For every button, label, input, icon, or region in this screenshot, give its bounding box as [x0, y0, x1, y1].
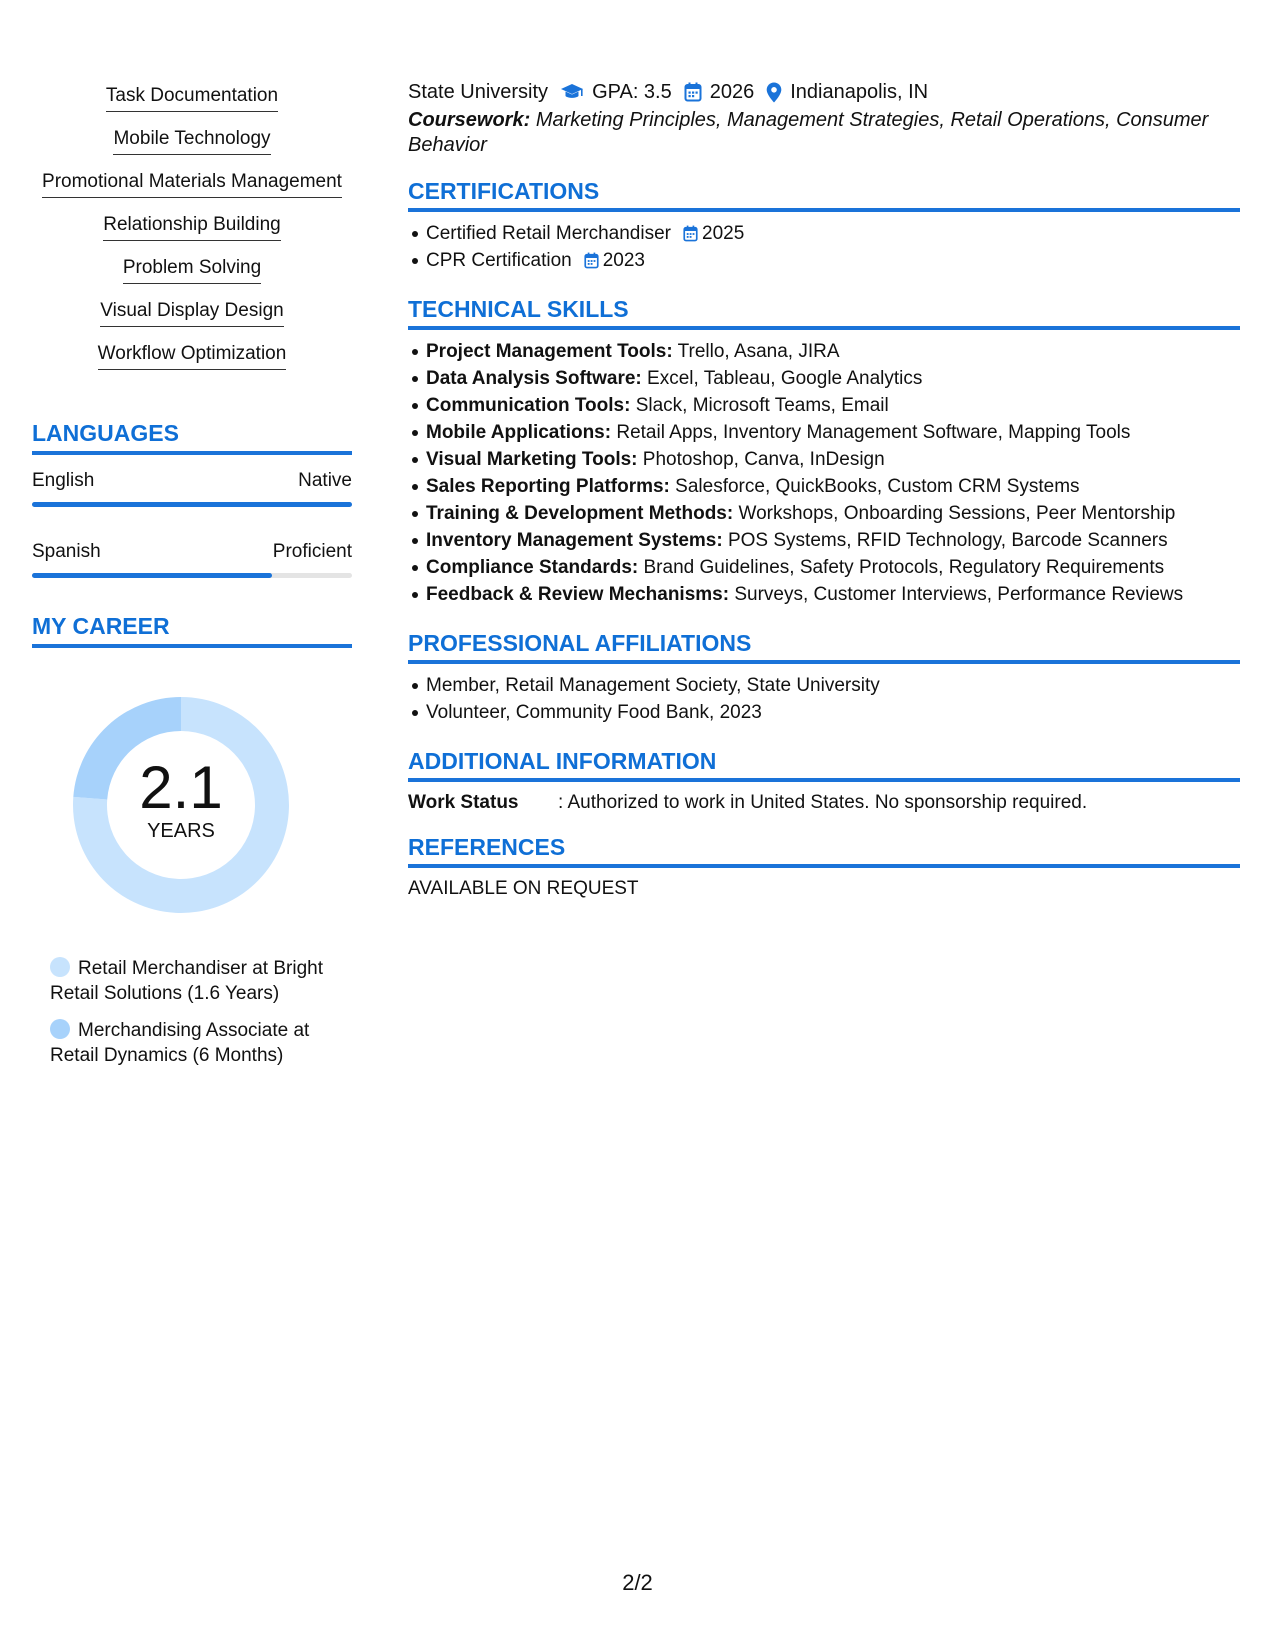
technical-skill-label: Project Management Tools: — [426, 341, 673, 362]
technical-skill-label: Data Analysis Software: — [426, 368, 642, 389]
career-legend-item — [50, 1018, 340, 1068]
school-name: State University — [408, 81, 549, 103]
career-legend — [50, 956, 340, 1068]
work-status-value: : Authorized to work in United States. No sponsorship required. — [558, 792, 1088, 813]
affiliations-heading: PROFESSIONAL AFFILIATIONS — [408, 628, 1240, 664]
coursework — [408, 108, 1240, 158]
language-proficiency-bar — [32, 502, 352, 507]
career-total-years: 2.1 — [139, 754, 223, 821]
language-name: Spanish — [32, 541, 101, 562]
career-heading: MY CAREER — [32, 611, 352, 648]
technical-skill-item — [426, 581, 1240, 608]
references-text: AVAILABLE ON REQUEST — [408, 878, 639, 899]
technical-skill-item — [426, 419, 1240, 446]
language-name: English — [32, 470, 95, 491]
affiliations-list — [408, 672, 1240, 726]
technical-skill-item — [426, 446, 1240, 473]
technical-skill-value: Retail Apps, Inventory Management Software, Mapping Tools — [616, 422, 1131, 443]
legend-dot — [50, 1019, 70, 1039]
coursework-text: Marketing Principles, Management Strategies, Retail Operations, Consumer Behavior — [408, 109, 1209, 156]
technical-skill-value: POS Systems, RFID Technology, Barcode Scanners — [727, 530, 1168, 551]
technical-skill-label: Sales Reporting Platforms: — [426, 476, 670, 497]
education-line — [408, 78, 1240, 106]
technical-skill-label: Feedback & Review Mechanisms: — [426, 584, 730, 605]
career-total-unit: YEARS — [147, 820, 215, 842]
skill-item: Problem Solving — [123, 256, 261, 284]
technical-skill-value: Salesforce, QuickBooks, Custom CRM Systems — [675, 476, 1080, 497]
certifications-list — [408, 220, 1240, 274]
technical-skill-item — [426, 392, 1240, 419]
language-proficiency-fill — [32, 573, 272, 578]
calendar-icon — [683, 225, 698, 242]
technical-skill-value: Brand Guidelines, Safety Protocols, Regulatory Requirements — [643, 557, 1165, 578]
career-legend-label: Retail Merchandiser at Bright Retail Solutions (1.6 Years) — [50, 958, 323, 1004]
technical-skill-value: Trello, Asana, JIRA — [677, 341, 840, 362]
technical-skill-item — [426, 527, 1240, 554]
certification-year: 2023 — [602, 250, 645, 271]
technical-skill-item — [426, 338, 1240, 365]
certification-name: CPR Certification — [426, 250, 572, 271]
technical-skill-item — [426, 500, 1240, 527]
skill-item: Relationship Building — [103, 213, 280, 241]
legend-dot — [50, 957, 70, 977]
technical-skill-value: Excel, Tableau, Google Analytics — [647, 368, 923, 389]
language-proficiency-bar — [32, 573, 352, 578]
skill-item: Workflow Optimization — [98, 342, 287, 370]
career-legend-item — [50, 956, 340, 1006]
career-legend-label: Merchandising Associate at Retail Dynamics (6 Months) — [50, 1020, 310, 1066]
technical-skill-item — [426, 365, 1240, 392]
affiliation-item: Member, Retail Management Society, State University — [426, 672, 1240, 699]
right-column — [408, 78, 1240, 902]
references-heading: REFERENCES — [408, 832, 1240, 868]
certification-item — [426, 220, 1240, 247]
languages-section — [32, 469, 352, 578]
technical-skill-label: Training & Development Methods: — [426, 503, 734, 524]
technical-skill-value: Workshops, Onboarding Sessions, Peer Mentorship — [738, 503, 1176, 524]
calendar-icon — [584, 252, 599, 269]
language-level: Native — [298, 470, 352, 491]
location: Indianapolis, IN — [790, 81, 929, 103]
language-row — [32, 469, 352, 493]
graduation-cap-icon — [560, 82, 584, 102]
additional-info-heading: ADDITIONAL INFORMATION — [408, 746, 1240, 782]
technical-skill-label: Communication Tools: — [426, 395, 631, 416]
skill-item: Mobile Technology — [113, 127, 270, 155]
skill-item: Task Documentation — [106, 84, 278, 112]
technical-skill-item — [426, 473, 1240, 500]
certifications-heading: CERTIFICATIONS — [408, 176, 1240, 212]
language-proficiency-fill — [32, 502, 352, 507]
work-status-row — [408, 790, 1240, 816]
certification-item — [426, 247, 1240, 274]
technical-skill-value: Photoshop, Canva, InDesign — [642, 449, 885, 470]
technical-skill-value: Surveys, Customer Interviews, Performance Reviews — [734, 584, 1184, 605]
technical-skill-value: Slack, Microsoft Teams, Email — [635, 395, 889, 416]
skill-item: Visual Display Design — [100, 299, 283, 327]
coursework-label: Coursework: — [408, 109, 531, 131]
career-donut-chart — [66, 690, 296, 920]
technical-skill-label: Compliance Standards: — [426, 557, 639, 578]
language-row — [32, 540, 352, 564]
technical-skill-label: Visual Marketing Tools: — [426, 449, 638, 470]
technical-skills-list — [408, 338, 1240, 608]
map-pin-icon — [766, 82, 782, 103]
certification-year: 2025 — [702, 223, 745, 244]
affiliation-item: Volunteer, Community Food Bank, 2023 — [426, 699, 1240, 726]
language-level: Proficient — [272, 541, 352, 562]
skill-item: Promotional Materials Management — [42, 170, 342, 198]
languages-heading: LANGUAGES — [32, 418, 352, 455]
technical-skill-label: Inventory Management Systems: — [426, 530, 723, 551]
technical-skill-item — [426, 554, 1240, 581]
certification-name: Certified Retail Merchandiser — [426, 223, 671, 244]
page-number: 2/2 — [622, 1570, 653, 1595]
technical-skill-label: Mobile Applications: — [426, 422, 612, 443]
work-status-label: Work Status — [408, 792, 519, 813]
left-column — [32, 84, 352, 1080]
gpa: GPA: 3.5 — [592, 81, 672, 103]
calendar-icon — [684, 82, 702, 102]
technical-skills-heading: TECHNICAL SKILLS — [408, 294, 1240, 330]
graduation-year: 2026 — [709, 81, 755, 103]
career-donut-center — [66, 690, 296, 920]
skills-list — [32, 84, 352, 385]
